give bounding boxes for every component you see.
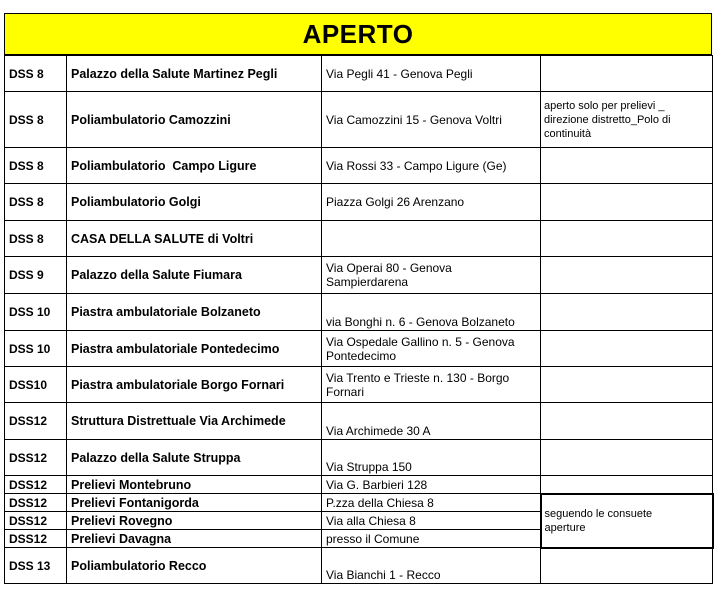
note-cell [541,148,713,184]
table-row [5,294,713,331]
dss-cell: DSS12 [5,403,67,440]
table-row [5,257,713,294]
dss-cell: DSS10 [5,367,67,403]
dss-cell: DSS 8 [5,148,67,184]
address-cell: Via alla Chiesa 8 [322,512,541,530]
address-cell: Via Bianchi 1 - Recco [322,548,541,584]
note-cell [541,476,713,494]
address-cell: Via Trento e Trieste n. 130 - Borgo Fornari [322,367,541,403]
dss-cell: DSS 8 [5,221,67,257]
dss-cell: DSS 8 [5,56,67,92]
address-cell: Via G. Barbieri 128 [322,476,541,494]
address-cell: presso il Comune [322,530,541,548]
dss-cell: DSS 10 [5,294,67,331]
structure-name-cell: Prelievi Rovegno [67,512,322,530]
dss-cell: DSS12 [5,440,67,476]
dss-cell: DSS 10 [5,331,67,367]
note-cell [541,56,713,92]
note-cell [541,440,713,476]
locations-table [4,55,714,584]
address-cell: via Bonghi n. 6 - Genova Bolzaneto [322,294,541,331]
structure-name-cell: Poliambulatorio Camozzini [67,92,322,148]
dss-cell: DSS 13 [5,548,67,584]
structure-name-cell: Palazzo della Salute Struppa [67,440,322,476]
structure-name-cell: Prelievi Davagna [67,530,322,548]
table-row [5,548,713,584]
note-cell [541,367,713,403]
dss-cell: DSS12 [5,530,67,548]
structure-name-cell: Piastra ambulatoriale Pontedecimo [67,331,322,367]
note-cell [541,294,713,331]
structure-name-cell: Piastra ambulatoriale Bolzaneto [67,294,322,331]
dss-cell: DSS12 [5,476,67,494]
table-row [5,403,713,440]
structure-name-cell: Struttura Distrettuale Via Archimede [67,403,322,440]
table-row [5,331,713,367]
address-cell: Piazza Golgi 26 Arenzano [322,184,541,221]
address-cell: P.zza della Chiesa 8 [322,494,541,512]
address-cell: Via Pegli 41 - Genova Pegli [322,56,541,92]
table-row [5,440,713,476]
structure-name-cell: Palazzo della Salute Martinez Pegli [67,56,322,92]
dss-cell: DSS12 [5,494,67,512]
address-cell [322,221,541,257]
address-cell: Via Struppa 150 [322,440,541,476]
note-cell: aperto solo per prelievi _ direzione distretto_Polo di continuità [541,92,713,148]
structure-name-cell: Poliambulatorio Campo Ligure [67,148,322,184]
note-cell [541,331,713,367]
table-row [5,56,713,92]
table-row [5,184,713,221]
table-row [5,148,713,184]
structure-name-cell: CASA DELLA SALUTE di Voltri [67,221,322,257]
structure-name-cell: Prelievi Montebruno [67,476,322,494]
dss-cell: DSS12 [5,512,67,530]
address-cell: Via Rossi 33 - Campo Ligure (Ge) [322,148,541,184]
dss-cell: DSS 8 [5,184,67,221]
note-cell [541,257,713,294]
table-row [5,367,713,403]
table-row [5,92,713,148]
note-cell [541,403,713,440]
table-row [5,494,713,512]
note-cell [541,184,713,221]
header-aperto: APERTO [4,13,712,55]
structure-name-cell: Poliambulatorio Recco [67,548,322,584]
address-cell: Via Archimede 30 A [322,403,541,440]
address-cell: Via Camozzini 15 - Genova Voltri [322,92,541,148]
structure-name-cell: Prelievi Fontanigorda [67,494,322,512]
address-cell: Via Ospedale Gallino n. 5 - Genova Pontedecimo [322,331,541,367]
table-row [5,221,713,257]
dss-cell: DSS 9 [5,257,67,294]
dss-cell: DSS 8 [5,92,67,148]
note-cell [541,221,713,257]
address-cell: Via Operai 80 - Genova Sampierdarena [322,257,541,294]
note-cell: seguendo le consuete aperture [541,494,713,548]
note-cell [541,548,713,584]
structure-name-cell: Piastra ambulatoriale Borgo Fornari [67,367,322,403]
structure-name-cell: Poliambulatorio Golgi [67,184,322,221]
structure-name-cell: Palazzo della Salute Fiumara [67,257,322,294]
table-row [5,476,713,494]
